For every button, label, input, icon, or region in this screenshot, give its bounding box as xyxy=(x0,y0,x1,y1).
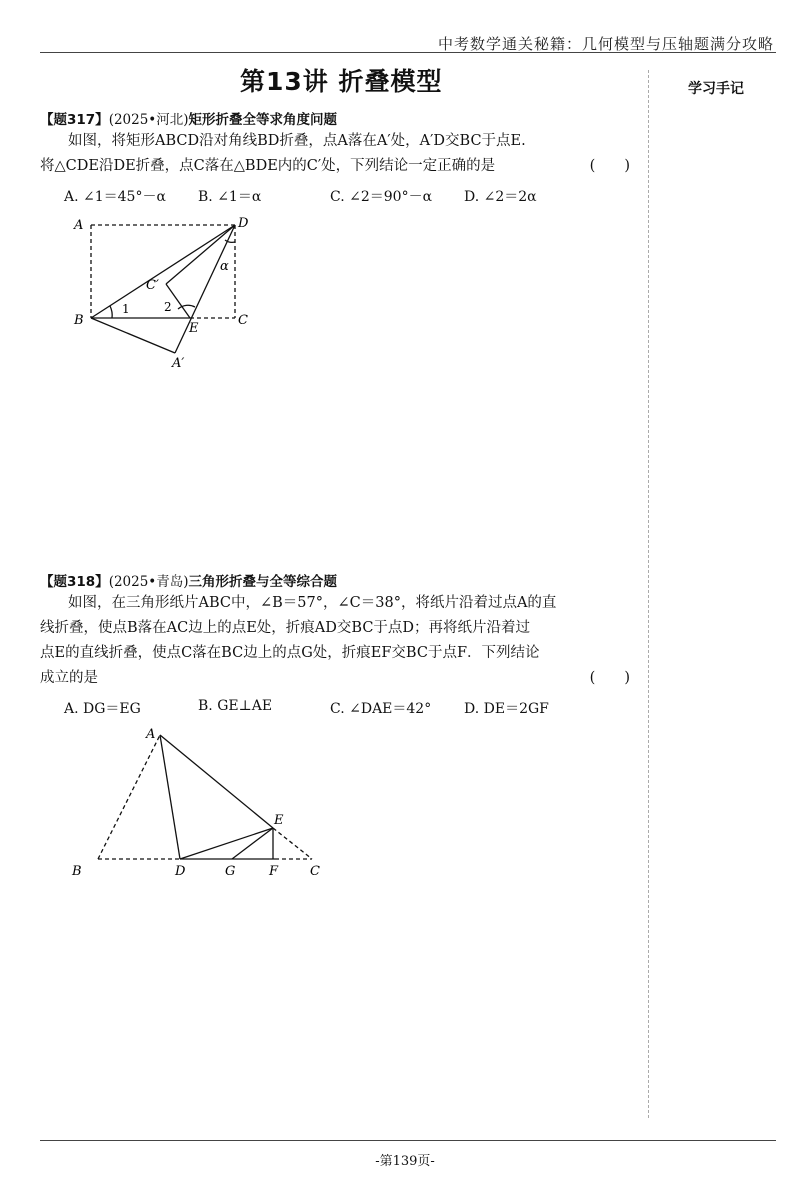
q318-topic: 三角形折叠与全等综合题 xyxy=(188,574,338,590)
q317-stem-line2: 将△CDE沿DE折叠，点C落在△BDE内的C′处，下列结论一定正确的是 xyxy=(40,158,496,174)
q317-option-a: A. ∠1＝45°－α xyxy=(64,189,166,205)
q318-option-b: B. GE⊥AE xyxy=(198,698,273,714)
q318-label-F: F xyxy=(269,864,279,879)
q317-label-Aprime: A′ xyxy=(172,356,185,371)
lecture-title: 第13讲 折叠模型 xyxy=(240,67,443,96)
q318-edge-AE xyxy=(160,735,273,828)
q317-heading xyxy=(40,108,337,128)
q318-option-d: D. DE＝2GF xyxy=(464,701,549,717)
book-header-title: 中考数学通关秘籍：几何模型与压轴题满分攻略 xyxy=(437,35,774,53)
q318-label-E: E xyxy=(274,813,284,828)
q318-heading xyxy=(40,570,337,590)
q318-fold-AD xyxy=(160,735,180,859)
q317-label-B: B xyxy=(74,313,84,328)
q318-option-a: A. DG＝EG xyxy=(64,701,141,717)
footer-rule xyxy=(40,1140,776,1141)
q318-edge-EC xyxy=(273,828,312,859)
q318-label-G: G xyxy=(225,864,236,879)
q317-stem xyxy=(40,129,630,179)
q318-edge-EG xyxy=(232,828,273,859)
q317-tag: 【题317】 xyxy=(40,112,109,128)
q317-label-E: E xyxy=(189,321,199,336)
q317-option-b: B. ∠1＝α xyxy=(198,189,262,205)
q317-option-d: D. ∠2＝2α xyxy=(464,189,537,205)
q318-stem-line4: 成立的是 xyxy=(40,670,98,686)
header-rule xyxy=(40,52,776,53)
q318-edge-DE xyxy=(180,828,273,859)
q317-label-Cprime: C′ xyxy=(146,278,159,293)
q317-fold-DCp xyxy=(166,225,235,284)
q317-label-alpha: α xyxy=(220,259,229,274)
q317-label-angle1: 1 xyxy=(122,302,130,316)
q317-edge-BAp xyxy=(91,318,175,353)
q318-edge-AB xyxy=(98,735,160,859)
q318-stem xyxy=(40,591,630,691)
q318-label-A: A xyxy=(146,727,156,742)
q317-source: (2025•河北) xyxy=(108,112,189,128)
q318-stem-line3: 点E的直线折叠，使点C落在BC边上的点G处，折痕EF交BC于点F．下列结论 xyxy=(40,645,540,661)
q318-answer-bracket: ( ) xyxy=(589,670,630,686)
q317-answer-bracket: ( ) xyxy=(589,158,630,174)
q317-label-D: D xyxy=(238,216,249,231)
study-notes-heading: 学习手记 xyxy=(688,81,744,97)
q318-option-c: C. ∠DAE＝42° xyxy=(330,701,432,717)
notes-column-divider xyxy=(648,70,649,1118)
q317-label-A: A xyxy=(74,218,84,233)
q317-figure xyxy=(60,205,260,375)
q317-angle-1-arc xyxy=(110,306,112,318)
q318-stem-line1: 如图，在三角形纸片ABC中，∠B＝57°，∠C＝38°，将纸片沿着过点A的直 xyxy=(68,595,557,611)
q317-option-c: C. ∠2＝90°－α xyxy=(330,189,433,205)
q317-label-C: C xyxy=(238,313,248,328)
q318-stem-line2: 线折叠，使点B落在AC边上的点E处，折痕AD交BC于点D；再将纸片沿着过 xyxy=(40,620,531,636)
q317-stem-line1: 如图，将矩形ABCD沿对角线BD折叠，点A落在A′处，A′D交BC于点E. xyxy=(68,133,526,149)
page-number: -第139页- xyxy=(375,1154,435,1169)
q317-topic: 矩形折叠全等求角度问题 xyxy=(188,112,338,128)
q318-label-D: D xyxy=(175,864,186,879)
q318-tag: 【题318】 xyxy=(40,574,109,590)
q317-angle-2-arc xyxy=(178,305,195,309)
q318-label-B: B xyxy=(72,864,82,879)
q318-figure xyxy=(60,720,340,885)
q318-source: (2025•青岛) xyxy=(108,574,189,590)
q317-label-angle2: 2 xyxy=(164,300,172,314)
q318-label-C: C xyxy=(310,864,320,879)
